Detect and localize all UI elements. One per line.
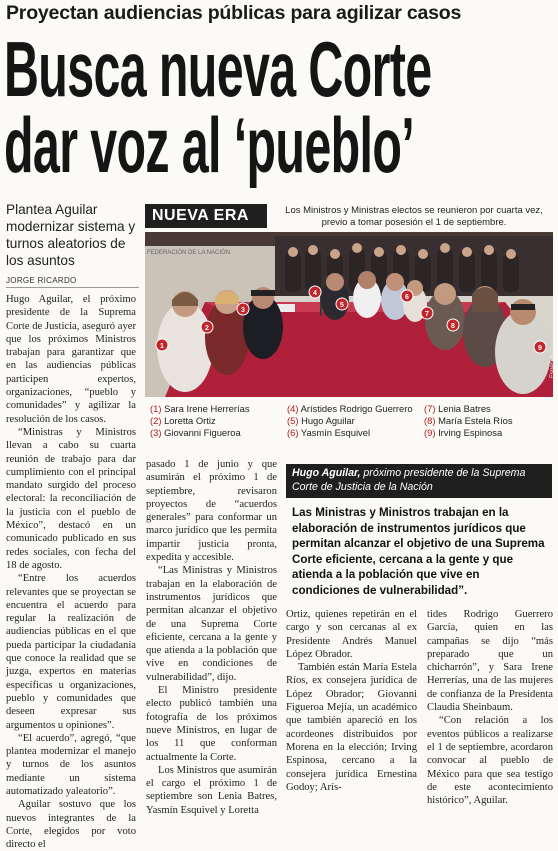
legend-item: (9) Irving Espinosa bbox=[424, 427, 503, 438]
badge-5: 5 bbox=[340, 302, 344, 309]
badge-3: 3 bbox=[241, 307, 245, 314]
paragraph: pasado 1 de junio y que asumirán el próximo 1 de septiembre, revisaron proyectos de “acuerdos generales” para conformar un marco jurídico que les permita impartir justicia pronta, expedita y accesible. bbox=[146, 459, 277, 564]
badge-2: 2 bbox=[205, 325, 209, 332]
article-column-3 bbox=[286, 608, 417, 794]
pull-quote: Las Ministras y Ministros trabajan en la elaboración de instrumentos jurídicos que permitan alcanzar el objetivo de una Suprema Corte eficiente, cercana a la gente y que atienda a la población que vive en condiciones de vulnerabilidad”. bbox=[292, 506, 545, 597]
legend-item: (5) Hugo Aguilar bbox=[287, 415, 355, 426]
photo-tag: NUEVA ERA bbox=[152, 207, 249, 224]
paragraph: El Ministro presidente electo publicó también una fotografía de los próximos nueve Ministros, en lugar de los 11 que conforman actualmente la Corte. bbox=[146, 685, 277, 763]
quote-speaker: Hugo Aguilar, bbox=[292, 467, 361, 479]
article-column-4 bbox=[427, 608, 553, 807]
legend-item: (8) María Estela Ríos bbox=[424, 415, 513, 426]
byline-rule bbox=[6, 287, 139, 288]
legend-item: (2) Loretta Ortiz bbox=[150, 415, 216, 426]
article-column-2 bbox=[146, 458, 277, 817]
paragraph: “Entre los acuerdos relevantes que se proyectan se encuentra el acuerdo para regular la realización de audiencias públicas en el que pueda participar la ciudadanía que conoce la realidad que se juzga, expertos en materias específicas u organizaciones, pueblo y comunidades que deseen expresar sus argumentos u opiniones”. bbox=[6, 573, 136, 731]
legend-item: (6) Yasmín Esquivel bbox=[287, 427, 371, 438]
legend-item: (4) Arístides Rodrigo Guerrero bbox=[287, 403, 413, 414]
badge-9: 9 bbox=[538, 345, 542, 352]
article-column-1 bbox=[6, 293, 136, 851]
paragraph: Hugo Aguilar, el próximo presidente de la Suprema Corte de Justicia, aseguró ayer que los próximos Ministros trabajan para garantizar que en las audiencias públicas participen expertos, organizaciones, “pueblo y comunidades” y agilizar la resolución de los casos. bbox=[6, 294, 136, 425]
legend-item: (1) Sara Irene Herrerías bbox=[150, 403, 250, 414]
legend-item: (3) Giovanni Figueroa bbox=[150, 427, 241, 438]
badge-8: 8 bbox=[451, 323, 455, 330]
headline-line-2: dar voz al ‘pueblo’ bbox=[4, 101, 415, 189]
badge-1: 1 bbox=[160, 343, 164, 350]
photo-credit: Especial bbox=[550, 355, 556, 378]
quote-role: próximo presidente de la Suprema Corte de Justicia de la Nación bbox=[292, 467, 526, 493]
paragraph: “Con relación a los eventos públicos a realizarse el 1 de septiembre, acordaron convocar al pueblo de México para que sea testigo de este acontecimiento histórico”, Aguilar. bbox=[427, 715, 553, 807]
group-photo-illustration bbox=[145, 232, 553, 397]
paragraph: “El acuerdo”, agregó, “que plantea modernizar el manejo y turnos de los asuntos mediante un sistema automatizado yaleatorio”. bbox=[6, 732, 136, 797]
deck: Plantea Aguilar modernizar sistema y turnos aleatorios de los asuntos bbox=[6, 202, 136, 268]
paragraph: Los Ministros que asumirán el cargo el próximo 1 de septiembre son Lenia Batres, Yasmín Esquivel y Loretta bbox=[146, 764, 277, 816]
badge-6: 6 bbox=[405, 294, 409, 301]
paragraph: “Ministras y Ministros llevan a cabo su cuarta reunión de trabajo para dar cumplimiento con el principal mandato surgido del proceso electoral: la reconciliación de la justicia con el pueblo de México”, destacó en un comunicado publicado en sus redes sociales, con fecha del 18 de agosto. bbox=[6, 426, 136, 571]
byline: JORGE RICARDO bbox=[6, 276, 77, 285]
quote-attribution bbox=[292, 466, 550, 494]
paragraph: “Las Ministras y Ministros trabajan en la elaboración de instrumentos jurídicos que permitan alcanzar el objetivo de una Suprema Corte eficiente, cercana a la gente y que atienda a la población que vive en condiciones de vulnerabilidad”, dijo. bbox=[146, 565, 277, 683]
paragraph: Ortiz, quienes repetirán en el cargo y son cercanas al ex Presidente Andrés Manuel López Obrador. bbox=[286, 609, 417, 660]
wall-text: FEDERACIÓN DE LA NACIÓN bbox=[147, 250, 231, 256]
paragraph: tides Rodrigo Guerrero García, quien en las campañas se dijo “más preparado que un chicharrón”, y Sara Irene Herrerías, una de las mujeres de confianza de la Presidenta Claudia Sheinbaum. bbox=[427, 609, 553, 714]
headline-line-1: Busca nueva Corte bbox=[4, 25, 432, 113]
group-photo bbox=[145, 232, 553, 397]
paragraph: Aguilar sostuvo que los nuevos integrantes de la Corte, elegidos por voto directo el bbox=[6, 799, 136, 851]
paragraph: También están María Estela Ríos, ex consejera jurídica de López Obrador; Giovanni Figueroa Mejía, un académico que también apareció en los acordeones distribuidos por Morena en la elección; Irving Espinosa, cercano a la consejera jurídica Ernestina Godoy; Arís- bbox=[286, 662, 417, 793]
badge-7: 7 bbox=[425, 311, 429, 318]
photo-caption: Los Ministros y Ministras electos se reunieron por cuarta vez, previo a tomar posesión el 1 de septiembre. bbox=[285, 205, 543, 228]
kicker: Proyectan audiencias públicas para agilizar casos bbox=[6, 2, 462, 24]
legend-item: (7) Lenia Batres bbox=[424, 403, 491, 414]
badge-4: 4 bbox=[313, 290, 317, 297]
